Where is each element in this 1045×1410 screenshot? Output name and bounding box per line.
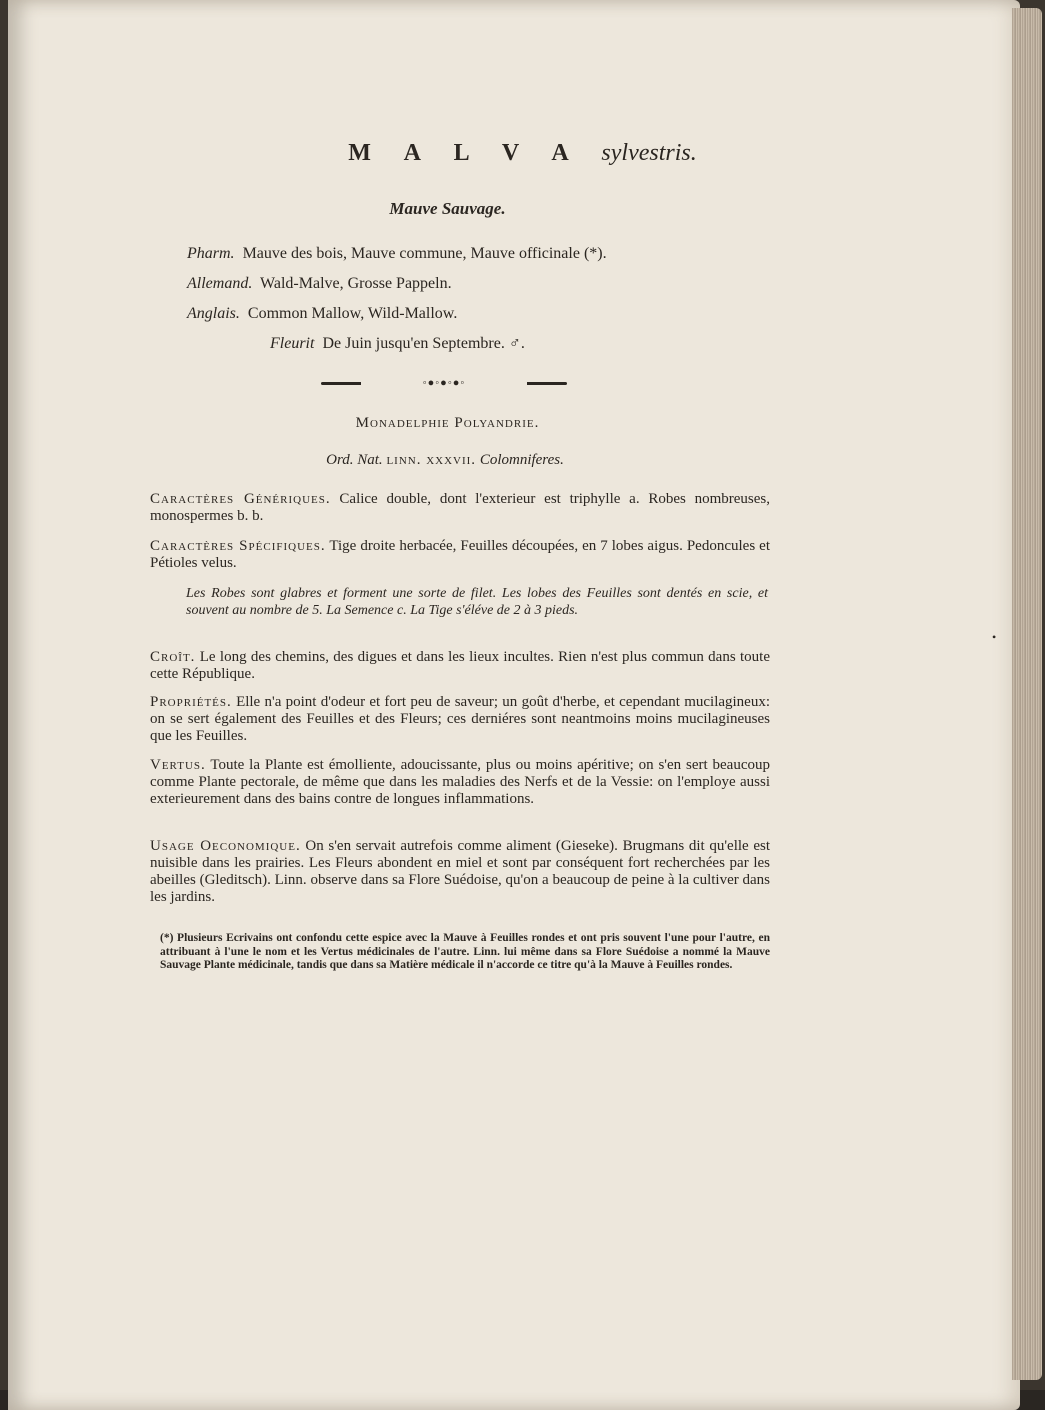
natural-order [0,452,890,469]
order-name: Colomniferes. [479,452,564,468]
generic-characters [150,491,770,525]
section-text: Le long des chemins, des digues et dans les lieux incultes. Rien n'est plus commun dans toute cette République. [150,649,770,682]
name-line-anglais [187,305,457,323]
page-title [0,140,1045,167]
section-text: On s'en servait autrefois comme aliment (Gieseke). Brugmans dit qu'elle est nuisible dans les prairies. Les Fleurs abondent en miel et sont par conséquent fort recherchées par les abeilles (Gleditsch). Linn. observe dans sa Flore Suédoise, qu'on a beaucoup de peine à la cultiver dans les jardins. [150,838,771,905]
name-line-fleurit [270,335,525,353]
species-name: sylvestris. [601,140,697,166]
section-text: Elle n'a point d'odeur et fort peu de saveur; un goût d'herbe, et cependant mucilagineux: on se sert également des Feuilles et des Fleurs; ces derniéres sont neantmoins moins mucilagineuses que les Feuilles. [150,694,771,744]
rule-ornament: ◦●◦●◦●◦ [361,376,527,390]
habitat [150,649,770,683]
name-label: Pharm. [187,245,235,262]
section-heading: Caractères Spécifiques. [150,538,326,554]
properties [150,694,770,745]
name-label: Anglais. [187,305,240,322]
common-name: Mauve Sauvage. [389,199,506,218]
footnote: (*) Plusieurs Ecrivains ont confondu cette espice avec la Mauve à Feuilles rondes et ont pris souvent l'une pour l'autre, en attribuant à l'une le nom et les Vertus médicinales de l'autre. Linn. lui même dans sa Flore Suédoise a nommé la Mauve Sauvage Plante médicinale, tandis que dans sa Matière médicale il n'accorde ce titre qu'à la Mauve à Feuilles rondes. [160,932,770,971]
decorative-rule [321,376,567,390]
section-text: Toute la Plante est émolliente, adoucissante, plus ou moins apéritive; on s'en sert beaucoup comme Plante pectorale, de même que dans les maladies des Nerfs et de la Vessie: on l'employe aussi exterieurement dans des bains contre de longues inflammations. [150,757,770,807]
section-heading: Propriétés. [150,694,232,710]
order-linn: linn. xxxvii. [386,452,477,468]
section-heading: Croît. [150,649,196,665]
name-line-pharm [187,245,607,263]
margin-mark: • [992,630,997,644]
name-label: Allemand. [187,275,253,292]
specific-characters [150,538,770,572]
name-text: Wald-Malve, Grosse Pappeln. [260,275,452,292]
section-heading: Caractères Génériques. [150,491,331,507]
section-text: Tige droite herbacée, Feuilles découpées, en 7 lobes aigus. Pedoncules et Pétioles velus. [150,538,770,571]
description-note: Les Robes sont glabres et forment une sorte de filet. Les lobes des Feuilles sont dentés en scie, et souvent au nombre de 5. La Semence c. La Tige s'éléve de 2 à 3 pieds. [186,586,768,618]
name-line-allemand [187,275,452,293]
section-heading: Vertus. [150,757,206,773]
section-heading: Usage Oeconomique. [150,838,301,854]
name-label: Fleurit [270,335,315,352]
classification: Monadelphie Polyandrie. [355,415,540,431]
page-edges [1012,8,1042,1380]
name-text: Mauve des bois, Mauve commune, Mauve officinale (*). [242,245,607,262]
order-prefix: Ord. Nat. [326,452,383,468]
genus-name: M A L V A [348,140,582,166]
virtues [150,757,770,808]
section-text: Calice double, dont l'exterieur est triphylle a. Robes nombreuses, monospermes b. b. [150,491,771,524]
name-text: Common Mallow, Wild-Mallow. [247,305,458,322]
name-text: De Juin jusqu'en Septembre. ♂. [322,335,525,352]
economic-use [150,838,770,906]
